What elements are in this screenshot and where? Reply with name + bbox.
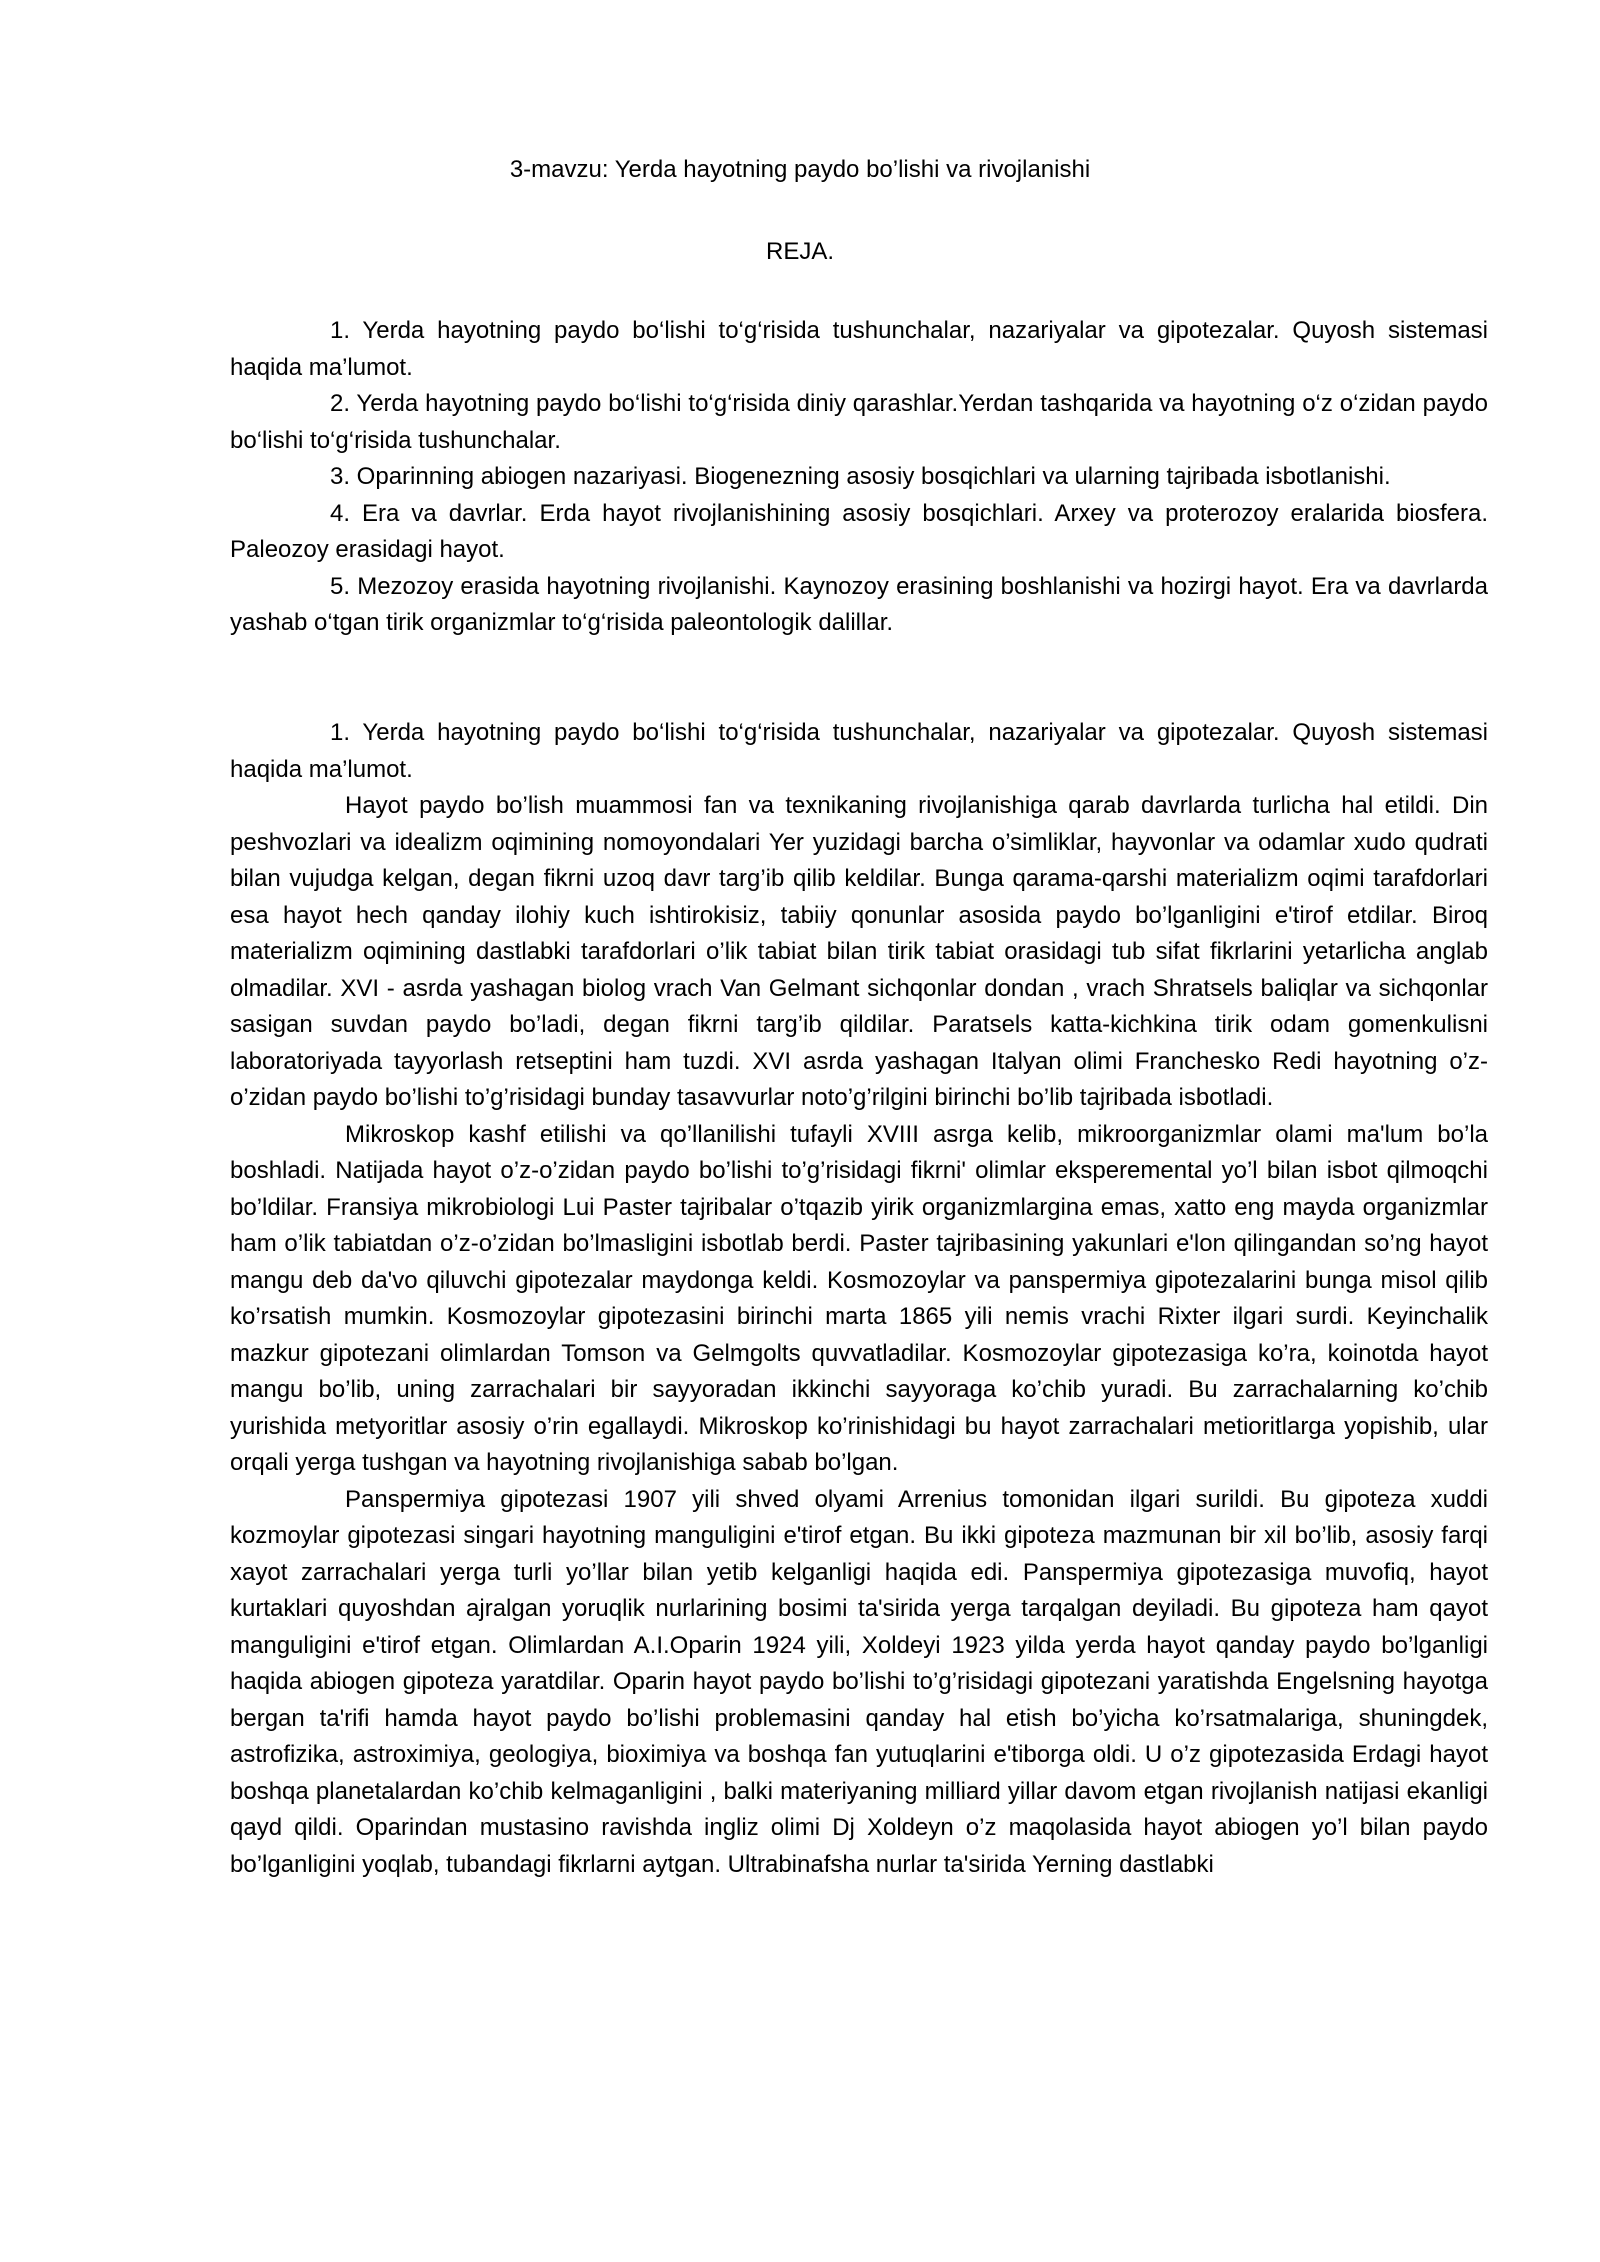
plan-item: 5. Mezozoy erasida hayotning rivojlanishi. Kaynozoy erasining boshlanishi va hozirgi hayot. Era va davrlarda yashab o‘tgan tirik organizmlar to‘g‘risida paleontologik dalillar. [230,572,1488,636]
plan-heading: REJA. [765,238,834,265]
body-paragraph: Hayot paydo bo’lish muammosi fan va texnikaning rivojlanishiga qarab davrlarda turlicha hal etildi. Din peshvozlari va idealizm oqimining nomoyondalari Yer yuzidagi barcha o’simliklar, hayvonlar va odamlar xudo qudrati bilan vujudga kelgan, degan fikrni uzoq davr targ’ib qilib keldilar. Bunga qarama-qarshi materializm oqimi tarafdorlari esa hayot hech qanday ilohiy kuch ishtirokisiz, tabiiy qonunlar asosida paydo bo’lganligini e'tirof etdilar. Biroq materializm oqimining dastlabki tarafdorlari o’lik tabiat bilan tirik tabiat orasidagi tub sifat fikrlarini yetarlicha anglab olmadilar. XVI - asrda yashagan biolog vrach Van Gelmant sichqonlar dondan , vrach Shratsels baliqlar va sichqonlar sasigan suvdan paydo bo’ladi, degan fikrni targ’ib qildilar. Paratsels katta-kichkina tirik odam gomenkulisni laboratoriyada tayyorlash retseptini ham tuzdi. XVI asrda yashagan Italyan olimi Franchesko Redi hayotning o’z-o’zidan paydo bo’lishi to’g’risidagi bunday tasavvurlar noto’g’rilgini birinchi bo’lib tajribada isbotladi. [230,792,1488,1111]
plan-item: 1. Yerda hayotning paydo bo‘lishi to‘g‘risida tushunchalar, nazariyalar va gipotezalar. Quyosh sistemasi haqida ma’lumot. [230,317,1488,381]
plan-item: 3. Oparinning abiogen nazariyasi. Biogenezning asosiy bosqichlari va ularning tajribada isbotlanishi. [330,463,1391,490]
section-heading: 1. Yerda hayotning paydo bo‘lishi to‘g‘risida tushunchalar, nazariyalar va gipotezalar. Quyosh sistemasi haqida ma’lumot. [230,719,1488,783]
body-paragraph: Mikroskop kashf etilishi va qo’llanilishi tufayli XVIII asrga kelib, mikroorganizmlar olami ma'lum bo’la boshladi. Natijada hayot o’z-o’zidan paydo bo’lishi to’g’risidagi fikrni' olimlar eksperemental yo’l bilan isbot qilmoqchi bo’ldilar. Fransiya mikrobiologi Lui Paster tajribalar o’tqazib yirik organizmlargina emas, xatto eng mayda organizmlar ham o’lik tabiatdan o’z-o’zidan bo’lmasligini isbotlab berdi. Paster tajribasining yakunlari e'lon qilingandan so’ng hayot mangu deb da'vo qiluvchi gipotezalar maydonga keldi. Kosmozoylar va panspermiya gipotezalarini bunga misol qilib ko’rsatish mumkin. Kosmozoylar gipotezasini birinchi marta 1865 yili nemis vrachi Rixter ilgari surdi. Keyinchalik mazkur gipotezani olimlardan Tomson va Gelmgolts quvvatladilar. Kosmozoylar gipotezasiga ko’ra, koinotda hayot mangu bo’lib, uning zarrachalari bir sayyoradan ikkinchi sayyoraga ko’chib yuradi. Bu zarrachalarning ko’chib yurishida metyoritlar asosiy o’rin egallaydi. Mikroskop ko’rinishidagi bu hayot zarrachalari metioritlarga yopishib, ular orqali yerga tushgan va hayotning rivojlanishiga sabab bo’lgan. [230,1120,1488,1476]
plan-item: 2. Yerda hayotning paydo bo‘lishi to‘g‘risida diniy qarashlar.Yerdan tashqarida va hayotning o‘z o‘zidan paydo bo‘lishi to‘g‘risida tushunchalar. [230,390,1488,454]
document-title: 3-mavzu: Yerda hayotning paydo bo’lishi va rivojlanishi [509,156,1091,183]
plan-list [230,313,1488,642]
body-paragraph: Panspermiya gipotezasi 1907 yili shved olyami Arrenius tomonidan ilgari surildi. Bu gipoteza xuddi kozmoylar gipotezasi singari hayotning manguligini e'tirof etgan. Bu ikki gipoteza mazmunan bir xil bo’lib, asosiy farqi xayot zarrachalari yerga turli yo’llar bilan yetib kelganligi haqida edi. Panspermiya gipotezasiga muvofiq, hayot kurtaklari quyoshdan ajralgan yoruqlik nurlarining bosimi ta'sirida yerga tarqalgan deyiladi. Bu gipoteza ham qayot manguligini e'tirof etgan. Olimlardan A.I.Oparin 1924 yili, Xoldeyi 1923 yilda yerda hayot qanday paydo bo’lganligi haqida abiogen gipoteza yaratdilar. Oparin hayot paydo bo’lishi to’g’risidagi gipotezani yaratishda Engelsning hayotga bergan ta'rifi hamda hayot paydo bo’lishi problemasini qanday hal etish bo’yicha ko’rsatmalariga, shuningdek, astrofizika, astroximiya, geologiya, bioximiya va boshqa fan yutuqlarini e'tiborga oldi. U o’z gipotezasida Erdagi hayot boshqa planetalardan ko’chib kelmaganligini , balki materiyaning milliard yillar davom etgan rivojlanish natijasi ekanligi qayd qildi. Oparindan mustasino ravishda ingliz olimi Dj Xoldeyn o’z maqolasida hayot abiogen yo’l bilan paydo bo’lganligini yoqlab, tubandagi fikrlarni aytgan. Ultrabinafsha nurlar ta'sirida Yerning dastlabki [230,1485,1488,1878]
plan-item: 4. Era va davrlar. Erda hayot rivojlanishining asosiy bosqichlari. Arxey va proterozoy eralarida biosfera. Paleozoy erasidagi hayot. [230,499,1488,563]
document-body [230,715,1488,1883]
